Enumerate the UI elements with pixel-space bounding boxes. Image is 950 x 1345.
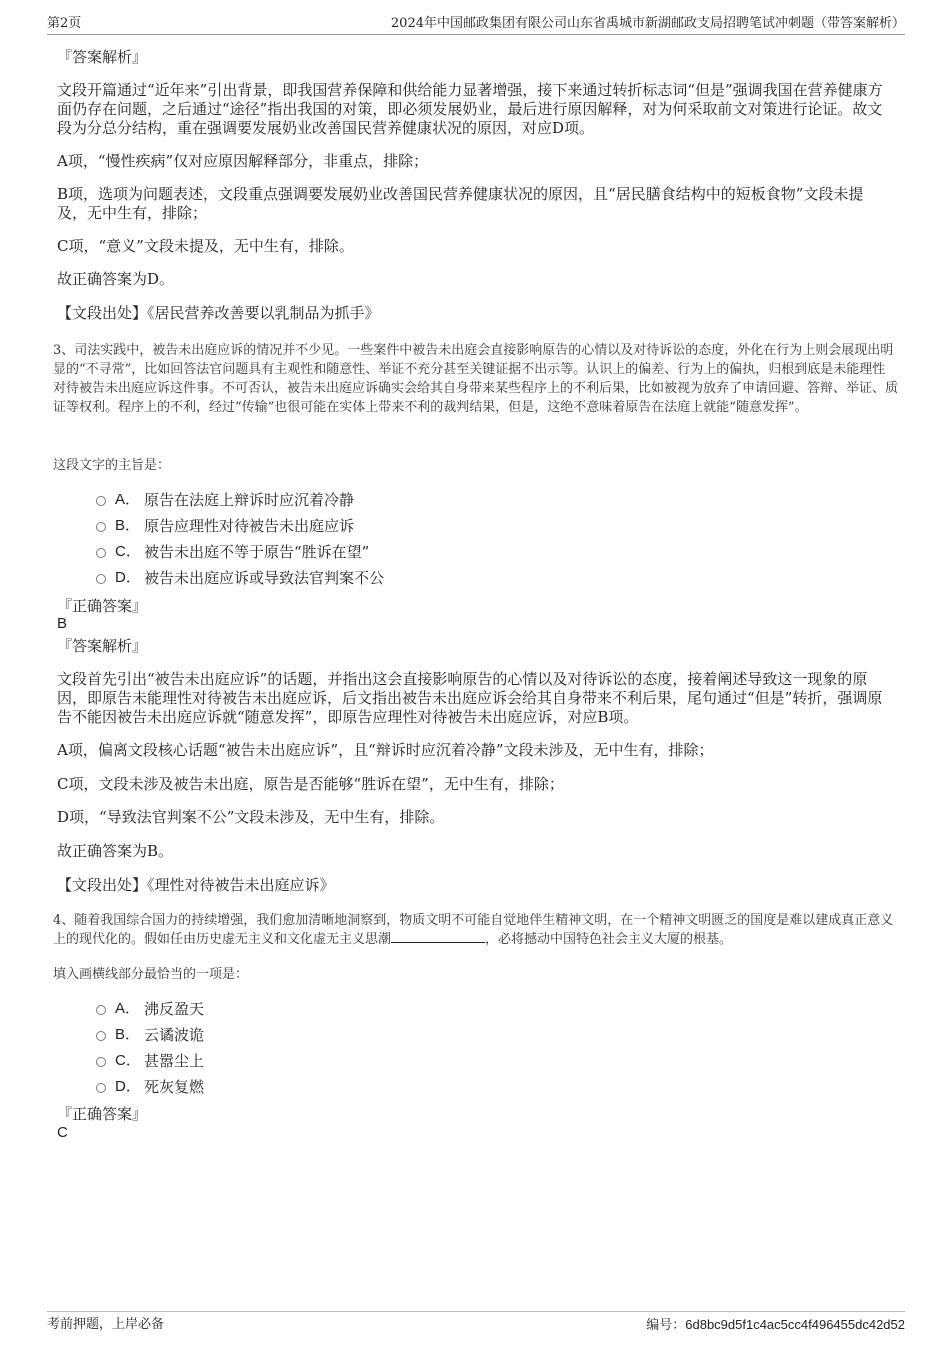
radio-button[interactable] <box>96 574 106 584</box>
q3-option-c-analysis: C项，文段未涉及被告未出庭，原告是否能够“胜诉在望”，无中生有，排除； <box>57 775 564 793</box>
radio-button[interactable] <box>96 548 106 558</box>
q2-conclusion: 故正确答案为D。 <box>57 270 175 288</box>
radio-button[interactable] <box>96 1057 106 1067</box>
option-text: 死灰复燃 <box>144 1078 205 1096</box>
code-label: 编号： <box>646 1318 686 1333</box>
option-letter: A． <box>115 491 141 508</box>
page-header <box>47 14 905 35</box>
option-letter: B． <box>115 1026 141 1043</box>
option-text: 原告应理性对待被告未出庭应诉 <box>144 517 355 535</box>
option-letter: A． <box>115 1000 141 1017</box>
q2-analysis-heading: 『答案解析』 <box>57 48 148 66</box>
q3-analysis-heading: 『答案解析』 <box>57 637 148 655</box>
q2-option-a-analysis: A项，“慢性疾病”仅对应原因解释部分，非重点，排除； <box>57 152 429 170</box>
radio-button[interactable] <box>96 1031 106 1041</box>
q2-option-c-analysis: C项，“意义”文段未提及，无中生有，排除。 <box>57 237 354 255</box>
footer-slogan: 考前押题，上岸必备 <box>47 1317 165 1332</box>
q3-conclusion: 故正确答案为B。 <box>57 842 174 860</box>
q2-source: 【文段出处】《居民营养改善要以乳制品为抓手》 <box>57 304 380 322</box>
q4-stem-before: 4、随着我国综合国力的持续增强，我们愈加清晰地洞察到，物质文明不可能自觉地伴生精神文明，在一个精神文明匮乏的国度是难以建成真正意义上的现代化的。假如任由历史虚无主义和文化虚无主义思潮 <box>53 913 894 947</box>
option-text: 原告在法庭上辩诉时应沉着冷静 <box>144 491 355 509</box>
document-code <box>646 1315 905 1336</box>
q4-question: 填入画横线部分最恰当的一项是： <box>53 967 249 982</box>
code-value: 6d8bc9d5f1c4ac5cc4f496455dc42d52 <box>685 1317 905 1332</box>
page-number: 第2页 <box>47 16 82 31</box>
option-letter: D． <box>115 569 141 586</box>
option-letter: B． <box>115 517 141 534</box>
q2-analysis: 文段开篇通过“近年来”引出背景，即我国营养保障和供给能力显著增强，接下来通过转折标志词“但是”强调我国在营养健康方面仍存在问题，之后通过“途径”指出我国的对策，即必须发展奶业，最后进行原因解释，对为何采取前文对策进行论证。故文段为分总分结构，重在强调要发展奶业改善国民营养健康状况的原因，对应D项。 <box>57 81 883 137</box>
option-text: 沸反盈天 <box>144 1000 205 1018</box>
radio-button[interactable] <box>96 1005 106 1015</box>
page-footer <box>47 1311 905 1332</box>
q3-source: 【文段出处】《理性对待被告未出庭应诉》 <box>57 876 335 894</box>
option-text: 被告未出庭不等于原告“胜诉在望” <box>144 543 370 561</box>
q3-correct-answer: B <box>57 615 68 632</box>
q3-option-a-analysis: A项，偏离文段核心话题“被告未出庭应诉”，且“辩诉时应沉着冷静”文段未涉及，无中生有，排除； <box>57 741 714 759</box>
option-text: 被告未出庭应诉或导致法官判案不公 <box>144 569 385 587</box>
q4-correct-answer: C <box>57 1124 68 1141</box>
option-letter: C． <box>115 1052 141 1069</box>
q3-correct-heading: 『正确答案』 <box>57 597 148 615</box>
q2-option-b-analysis: B项，选项为问题表述，文段重点强调要发展奶业改善国民营养健康状况的原因，且“居民膳食结构中的短板食物”文段未提及，无中生有，排除； <box>57 185 864 222</box>
radio-button[interactable] <box>96 496 106 506</box>
q4-stem <box>53 911 898 949</box>
radio-button[interactable] <box>96 1083 106 1093</box>
q4-stem-after: ，必将撼动中国特色社会主义大厦的根基。 <box>485 932 733 947</box>
document-title: 2024年中国邮政集团有限公司山东省禹城市新湖邮政支局招聘笔试冲刺题（带答案解析） <box>390 16 905 31</box>
option-text: 云谲波诡 <box>144 1026 205 1044</box>
option-letter: D． <box>115 1078 141 1095</box>
q3-analysis: 文段首先引出“被告未出庭应诉”的话题，并指出这会直接影响原告的心情以及对待诉讼的态度，接着阐述导致这一现象的原因，即原告未能理性对待被告未出庭应诉，后文指出被告未出庭应诉会给其自身带来不利后果，尾句通过“但是”转折，强调原告不能因被告未出庭应诉就“随意发挥”，即原告应理性对待被告未出庭应诉，对应B项。 <box>57 670 883 726</box>
option-text: 甚嚣尘上 <box>144 1052 205 1070</box>
q3-stem: 3、司法实践中，被告未出庭应诉的情况并不少见。一些案件中被告未出庭会直接影响原告的心情以及对待诉讼的态度，外化在行为上则会展现出明显的“不寻常”，比如回答法官问题具有主观性和随意性、举证不充分甚至关键证据不出示等。认识上的偏差、行为上的偏执，归根到底是未能理性对待被告未出庭应诉这件事。不可否认，被告未出庭应诉确实会给其自身带来某些程序上的不利后果，比如被视为放弃了申请回避、答辩、举证、质证等权利。程序上的不利，经过“传输”也很可能在实体上带来不利的裁判结果，但是，这绝不意味着原告在法庭上就能“随意发挥”。 <box>53 343 899 415</box>
q3-option-d-analysis: D项，“导致法官判案不公”文段未涉及，无中生有，排除。 <box>57 808 445 826</box>
fill-in-blank <box>391 930 485 943</box>
q4-correct-heading: 『正确答案』 <box>57 1105 148 1123</box>
radio-button[interactable] <box>96 522 106 532</box>
option-letter: C． <box>115 543 141 560</box>
q3-question: 这段文字的主旨是： <box>53 458 171 473</box>
